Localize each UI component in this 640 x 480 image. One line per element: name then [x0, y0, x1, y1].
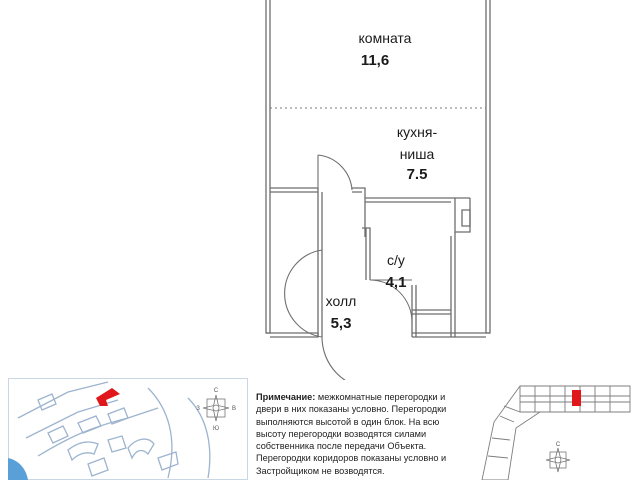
outer-wall-right	[486, 0, 490, 333]
compass-north: С	[213, 388, 219, 394]
bathroom-wall-right	[451, 232, 455, 337]
room-label-kitchen: кухня- ниша	[396, 124, 438, 162]
outer-wall-left	[266, 0, 270, 333]
compass-south: Ю	[212, 426, 220, 432]
door-swing-kitchen	[318, 155, 352, 190]
entrance-door-arc	[322, 337, 372, 380]
building-floor-plan	[480, 382, 640, 480]
plan-note	[256, 391, 471, 477]
site-map	[8, 378, 248, 480]
partition-kitchen-left	[270, 188, 318, 192]
note-title: Примечание:	[256, 392, 316, 402]
room-area-kitchen: 7.5	[406, 166, 428, 183]
kitchen-niche	[455, 198, 470, 226]
room-area-bathroom: 4,1	[385, 274, 407, 291]
building-wing-left	[482, 386, 540, 480]
bathroom-wall-bottom	[412, 310, 451, 314]
room-label-bathroom: с/у	[387, 252, 405, 268]
building-compass-north: С	[555, 442, 561, 448]
partition-mid	[352, 188, 365, 237]
room-label-komnata: комната	[358, 30, 412, 46]
partition-corridor	[318, 188, 322, 248]
compass-west: З	[196, 406, 200, 412]
bathroom-door-post	[412, 285, 416, 337]
bathroom-wall-top	[365, 198, 470, 232]
room-label-hall: холл	[325, 293, 357, 309]
room-area-komnata: 11,6	[360, 52, 390, 69]
hall-right-wall	[366, 258, 370, 280]
door-swing-hall	[247, 248, 320, 380]
bathroom-wall-left	[362, 228, 370, 258]
door-swing-entrance-b	[322, 337, 365, 380]
room-area-hall: 5,3	[330, 315, 352, 332]
building-compass	[546, 442, 570, 472]
compass-east: В	[231, 406, 237, 412]
selected-apartment-marker	[572, 390, 581, 406]
note-text: межкомнатные перегородки и двери в них показаны условно. Перегородки выполняются высотой в один блок. На всю высоту перегородки возводятся силами собственника после передачи Объекта. Перегородки коридоров показаны условно и Застройщиком не возводятся.	[256, 392, 447, 476]
